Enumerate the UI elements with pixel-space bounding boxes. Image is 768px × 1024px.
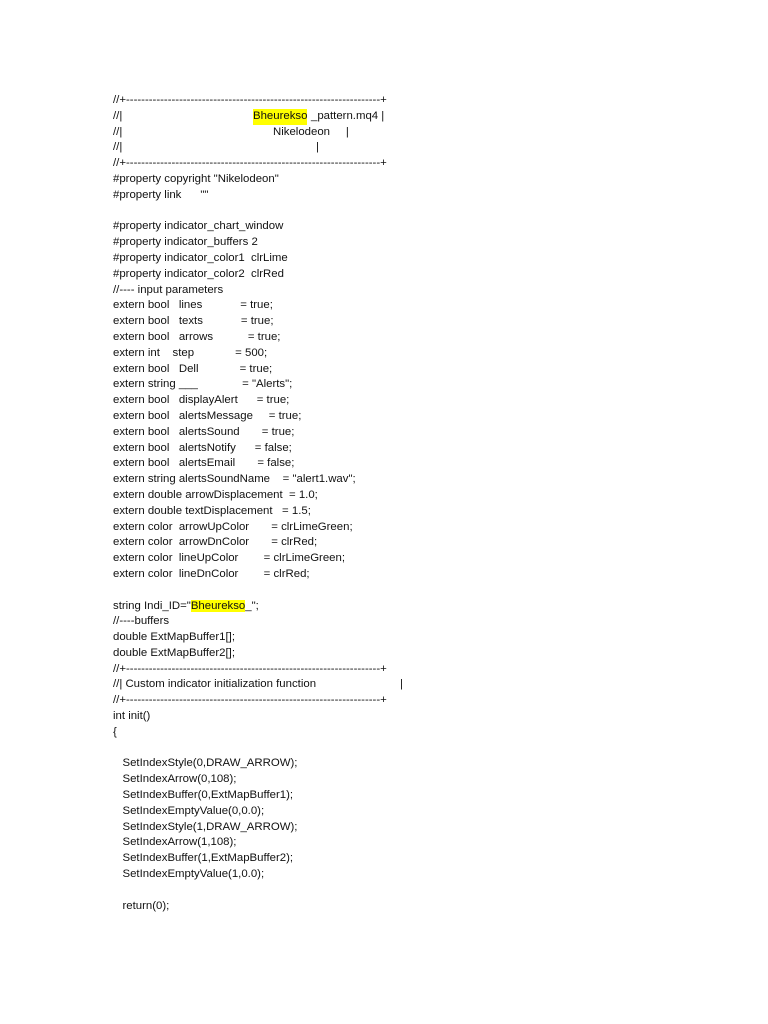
code-line — [113, 677, 733, 693]
code-line-text: extern string ___ = "Alerts"; — [113, 378, 293, 391]
code-line — [113, 741, 733, 757]
code-line-text: SetIndexBuffer(1,ExtMapBuffer2); — [113, 852, 294, 865]
code-line-text: //| — [113, 109, 123, 122]
code-line-text: #property indicator_color2 clrRed — [113, 267, 284, 280]
code-line-text: extern bool arrows = true; — [113, 330, 281, 343]
code-line — [113, 425, 733, 441]
code-line-text: SetIndexEmptyValue(0,0.0); — [113, 804, 265, 817]
code-line — [113, 188, 733, 204]
code-line-text: SetIndexArrow(1,108); — [113, 836, 237, 849]
code-line-text: //+-------------------------------------------------------------------+ — [113, 94, 387, 106]
code-line — [113, 693, 733, 709]
code-line-text: //+-------------------------------------------------------------------+ — [113, 662, 387, 675]
code-line-text: SetIndexEmptyValue(1,0.0); — [113, 868, 265, 881]
code-line — [113, 330, 733, 346]
code-line — [113, 646, 733, 662]
code-line — [113, 583, 733, 599]
code-line-text: extern color lineUpColor = clrLimeGreen; — [113, 552, 346, 565]
code-line — [113, 520, 733, 536]
code-line-text: #property link "" — [113, 188, 209, 201]
code-line — [113, 630, 733, 646]
code-line-segment: _pattern.mq4 | — [311, 109, 385, 122]
code-line-text: extern double textDisplacement = 1.5; — [113, 504, 311, 517]
code-line-text: extern string alertsSoundName = "alert1.wav"; — [113, 473, 356, 486]
code-line-text: #property indicator_chart_window — [113, 220, 284, 233]
code-line-text: extern bool lines = true; — [113, 299, 273, 312]
code-line-text: SetIndexBuffer(0,ExtMapBuffer1); — [113, 789, 294, 802]
code-line-text: //| — [113, 141, 123, 154]
code-line-segment: | — [316, 141, 319, 154]
code-line — [113, 535, 733, 551]
code-line — [113, 109, 733, 125]
code-line-text: //+-------------------------------------------------------------------+ — [113, 694, 387, 707]
code-line-text: //| Custom indicator initialization function — [113, 678, 317, 691]
code-line-text: //----buffers — [113, 615, 170, 628]
code-line — [113, 125, 733, 141]
highlighted-term: Bheurekso — [253, 109, 307, 125]
code-line — [113, 709, 733, 725]
code-line — [113, 599, 733, 615]
code-line — [113, 899, 733, 915]
code-line — [113, 488, 733, 504]
highlighted-term: Bheurekso — [190, 599, 246, 612]
code-line — [113, 441, 733, 457]
code-line — [113, 804, 733, 820]
code-line — [113, 377, 733, 393]
code-line-text: //+-------------------------------------------------------------------+ — [113, 157, 387, 170]
code-line — [113, 788, 733, 804]
code-line — [113, 267, 733, 283]
code-line-text: return(0); — [113, 899, 170, 912]
code-line-text: extern color arrowDnColor = clrRed; — [113, 536, 318, 549]
code-line-text: extern bool Dell = true; — [113, 362, 273, 375]
code-line-segment: | — [400, 678, 403, 691]
code-line — [113, 140, 733, 156]
code-line — [113, 504, 733, 520]
code-line — [113, 883, 733, 899]
code-line-text: extern color arrowUpColor = clrLimeGreen; — [113, 520, 353, 533]
code-line — [113, 472, 733, 488]
code-line — [113, 551, 733, 567]
code-line — [113, 772, 733, 788]
code-line — [113, 283, 733, 299]
code-line-text: extern bool alertsNotify = false; — [113, 441, 292, 454]
code-line — [113, 456, 733, 472]
code-line — [113, 820, 733, 836]
code-line — [113, 756, 733, 772]
code-line-text: { — [113, 725, 117, 738]
code-line-text: extern int step = 500; — [113, 346, 268, 359]
code-line-segment: _"; — [245, 599, 259, 612]
code-line-text: string Indi_ID=" — [113, 599, 191, 612]
code-line — [113, 314, 733, 330]
code-line — [113, 219, 733, 235]
code-line-text: extern double arrowDisplacement = 1.0; — [113, 488, 318, 501]
code-line — [113, 614, 733, 630]
code-line — [113, 204, 733, 220]
code-line-text: int init() — [113, 710, 151, 723]
code-line-text: extern bool displayAlert = true; — [113, 394, 290, 407]
code-line — [113, 93, 733, 109]
code-line — [113, 725, 733, 741]
code-line-text: extern bool alertsEmail = false; — [113, 457, 295, 470]
code-line — [113, 362, 733, 378]
code-line — [113, 393, 733, 409]
code-line-segment: Nikelodeon | — [273, 125, 349, 138]
code-line — [113, 867, 733, 883]
code-line-text: double ExtMapBuffer2[]; — [113, 646, 235, 659]
source-code-block — [113, 93, 733, 914]
code-line-text: extern bool texts = true; — [113, 315, 274, 328]
code-line-text: SetIndexArrow(0,108); — [113, 773, 237, 786]
code-line — [113, 851, 733, 867]
code-line — [113, 235, 733, 251]
code-line-text: //---- input parameters — [113, 283, 224, 296]
code-line-text: extern color lineDnColor = clrRed; — [113, 567, 310, 580]
code-line-text: #property indicator_buffers 2 — [113, 236, 258, 249]
code-line — [113, 156, 733, 172]
code-line-text: extern bool alertsMessage = true; — [113, 409, 302, 422]
code-line-text: //| — [113, 125, 123, 138]
code-line-text: extern bool alertsSound = true; — [113, 425, 295, 438]
code-line-text: SetIndexStyle(1,DRAW_ARROW); — [113, 820, 298, 833]
code-line — [113, 172, 733, 188]
code-line-text: #property indicator_color1 clrLime — [113, 251, 288, 264]
code-line-text: SetIndexStyle(0,DRAW_ARROW); — [113, 757, 298, 770]
code-line — [113, 346, 733, 362]
code-line — [113, 298, 733, 314]
code-line — [113, 662, 733, 678]
code-line-text: double ExtMapBuffer1[]; — [113, 631, 235, 644]
code-line — [113, 251, 733, 267]
code-line — [113, 835, 733, 851]
code-line — [113, 567, 733, 583]
code-line — [113, 409, 733, 425]
code-line-text: #property copyright "Nikelodeon" — [113, 172, 279, 185]
